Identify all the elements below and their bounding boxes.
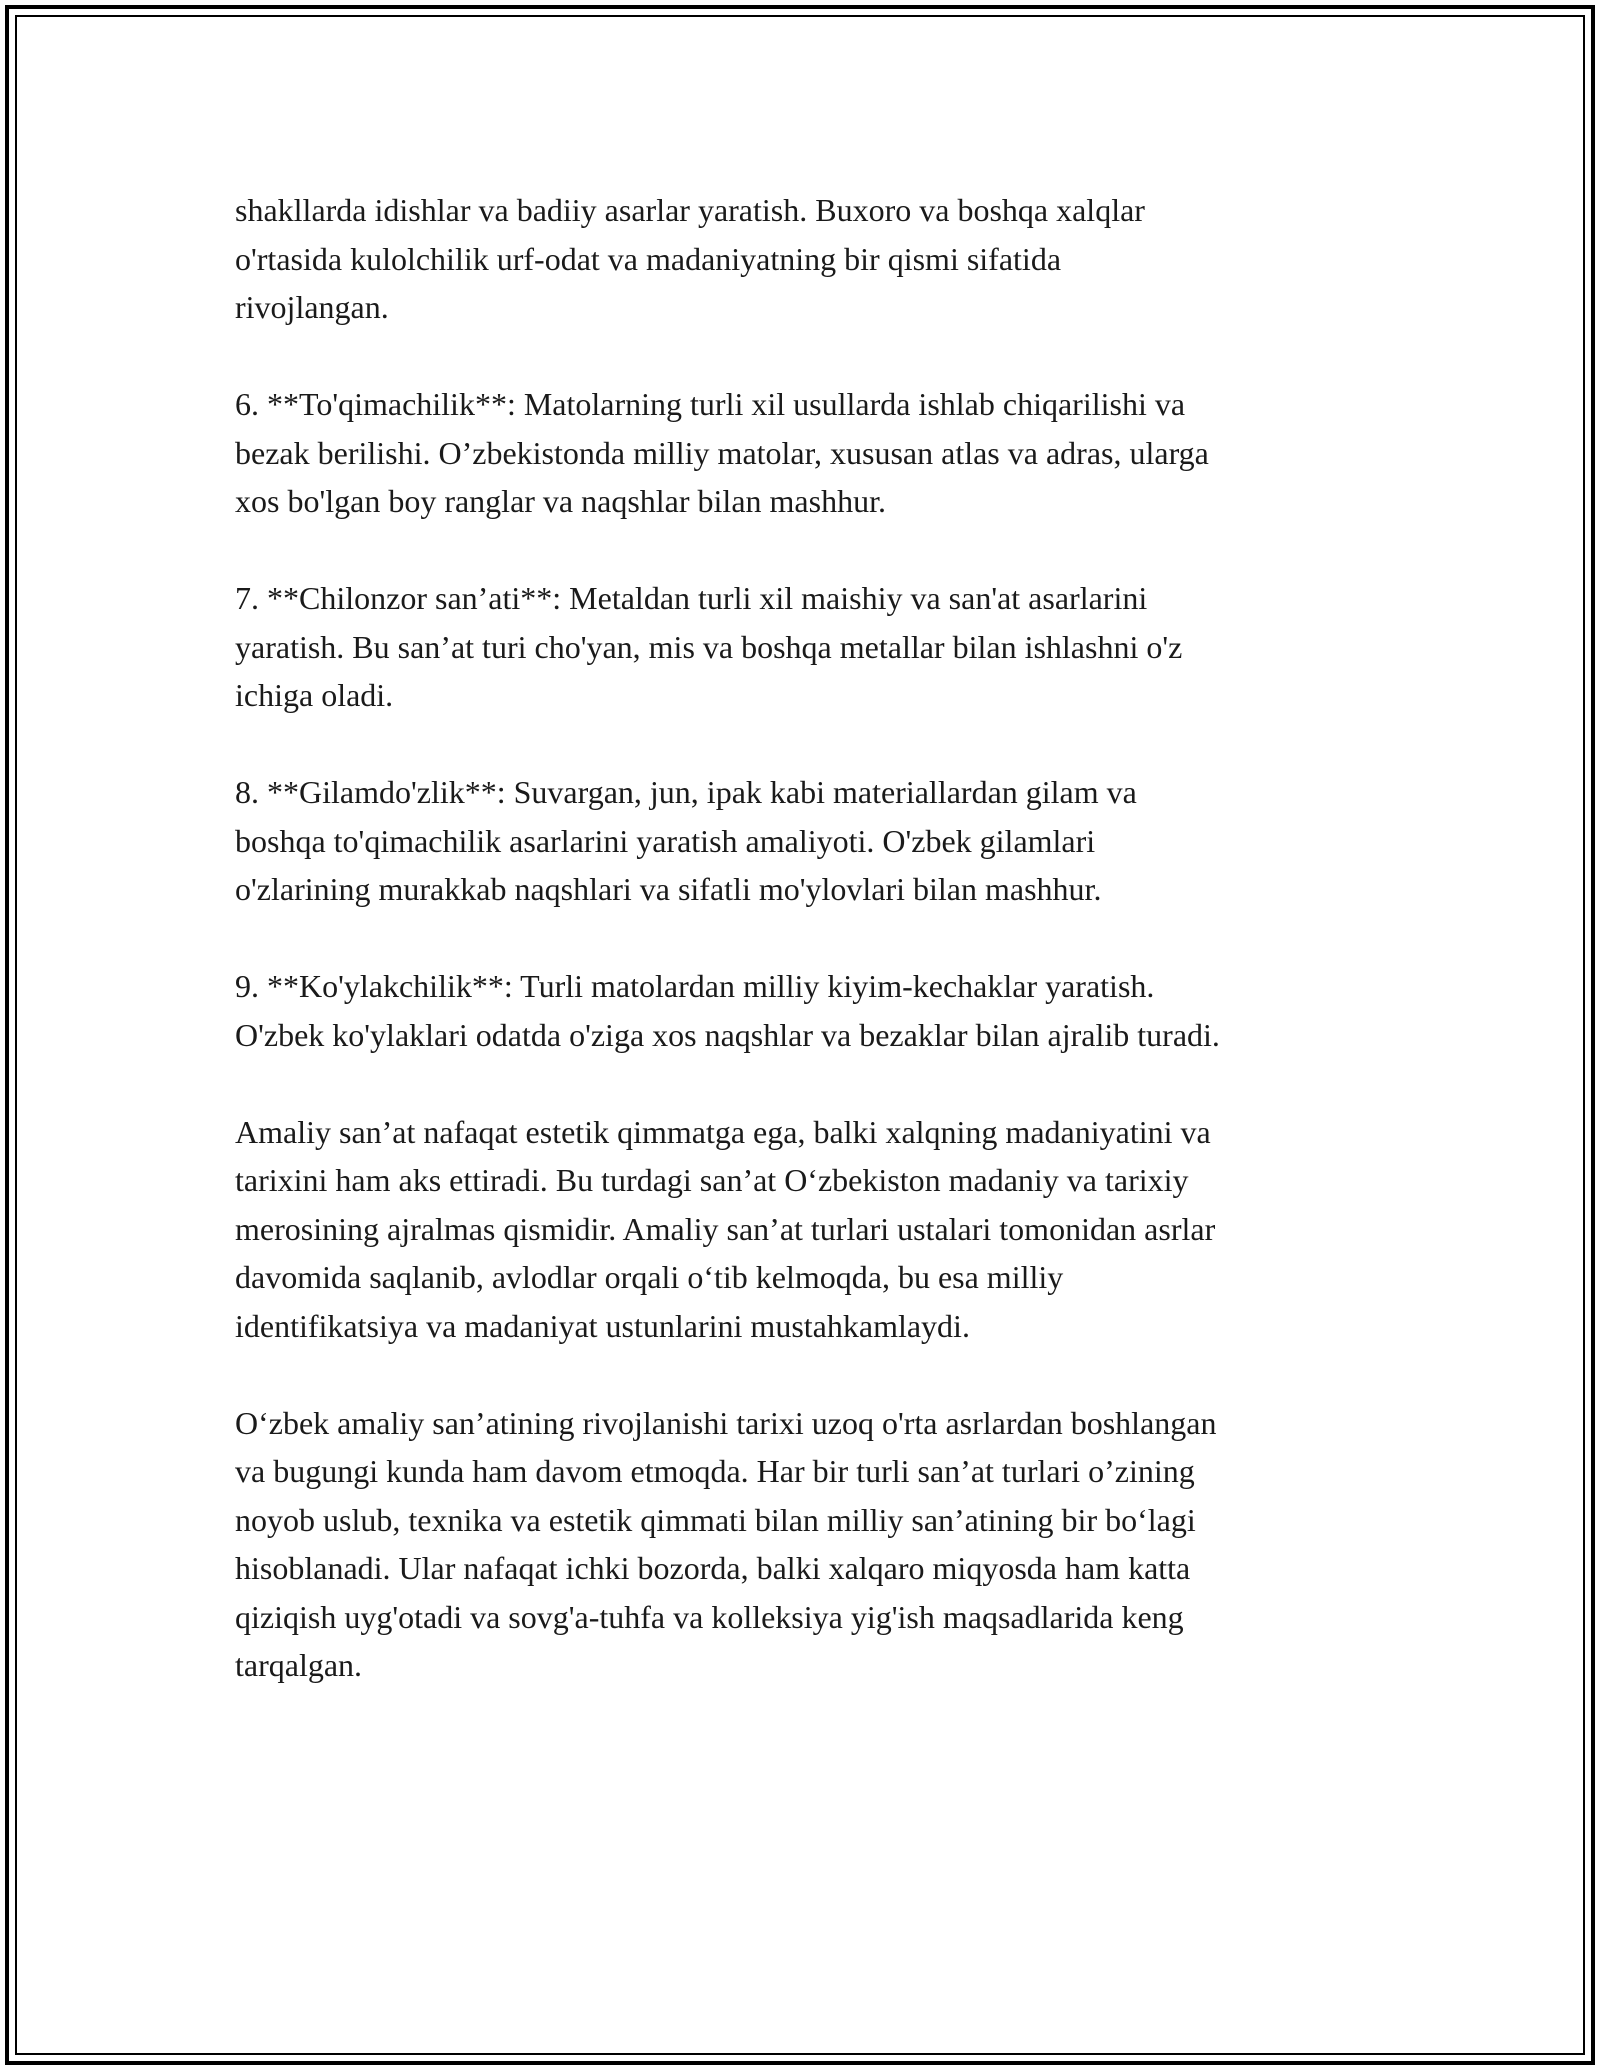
- paragraph-applied-art-value: Amaliy san’at nafaqat estetik qimmatga ega, balki xalqning madaniyatini va tarixini ham aks ettiradi. Bu turdagi san’at O‘zbekiston madaniy va tarixiy merosining ajralmas qismidir. Amaliy san’at turlari ustalari tomonidan asrlar davomida saqlanib, avlodlar orqali o‘tib kelmoqda, bu esa milliy identifikatsiya va madaniyat ustunlarini mustahkamlaydi.: [235, 1113, 1216, 1344]
- paragraph-weaving: 6. **To'qimachilik**: Matolarning turli xil usullarda ishlab chiqarilishi va bezak berilishi. O’zbekistonda milliy matolar, xususan atlas va adras, ularga xos bo'lgan boy ranglar va naqshlar bilan mashhur.: [235, 386, 1209, 519]
- paragraph-pottery-continued: shakllarda idishlar va badiiy asarlar yaratish. Buxoro va boshqa xalqlar o'rtasida kulolchilik urf-odat va madaniyatning bir qismi sifatida rivojlangan.: [235, 192, 1145, 325]
- paragraph-history: O‘zbek amaliy san’atining rivojlanishi tarixi uzoq o'rta asrlardan boshlangan va bugungi kunda ham davom etmoqda. Har bir turli san’at turlari o’zining noyob uslub, texnika va estetik qimmati bilan milliy san’atining bir bo‘lagi hisoblanadi. Ular nafaqat ichki bozorda, balki xalqaro miqyosda ham katta qiziqish uyg'otadi va sovg'a-tuhfa va kolleksiya yig'ish maqsadlarida keng tarqalgan.: [235, 1404, 1217, 1683]
- paragraph-clothing: 9. **Ko'ylakchilik**: Turli matolardan milliy kiyim-kechaklar yaratish. O'zbek ko'ylaklari odatda o'ziga xos naqshlar va bezaklar bilan ajralib turadi.: [235, 968, 1220, 1053]
- paragraph-carpet-making: 8. **Gilamdo'zlik**: Suvargan, jun, ipak kabi materiallardan gilam va boshqa to'qimachilik asarlarini yaratish amaliyoti. O'zbek gilamlari o'zlarining murakkab naqshlari va sifatli mo'ylovlari bilan mashhur.: [235, 774, 1137, 907]
- document-body: [235, 186, 1365, 1738]
- paragraph-metalwork: 7. **Chilonzor san’ati**: Metaldan turli xil maishiy va san'at asarlarini yaratish. Bu san’at turi cho'yan, mis va boshqa metallar bilan ishlashni o'z ichiga oladi.: [235, 580, 1183, 713]
